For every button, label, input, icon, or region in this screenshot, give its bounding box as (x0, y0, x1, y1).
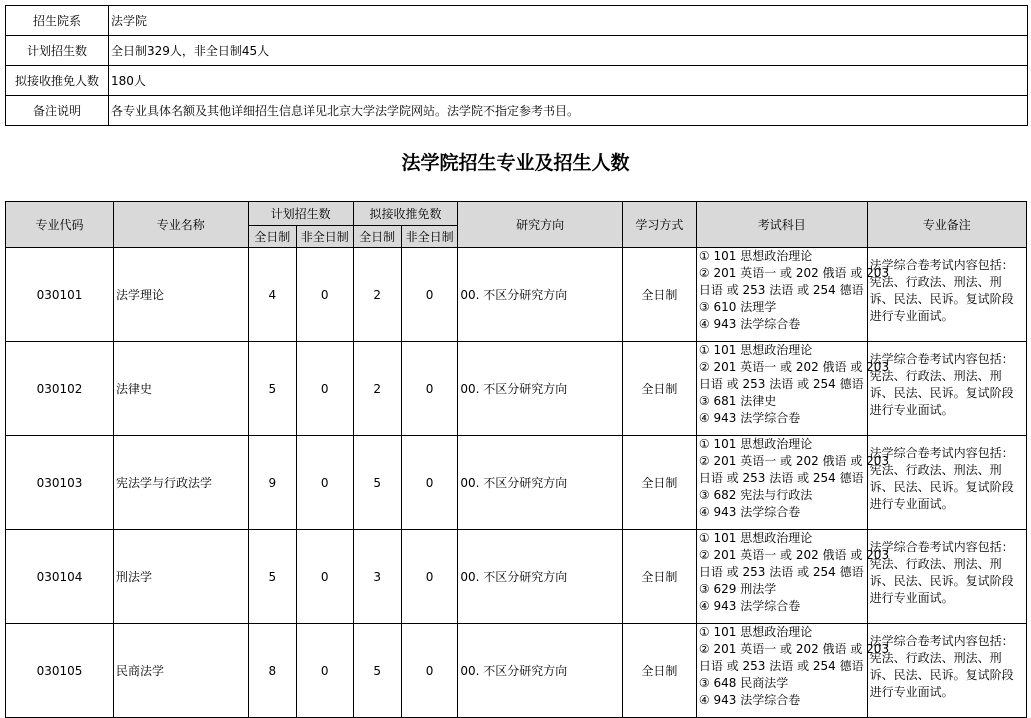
exam-line: ④ 943 法学综合卷 (698, 317, 801, 331)
major-code: 030104 (6, 530, 114, 624)
header-exam: 考试科目 (696, 202, 867, 248)
exam-line: 日语 或 253 法语 或 254 德语 (698, 471, 864, 485)
major-code: 030101 (6, 248, 114, 342)
major-name: 宪法学与行政法学 (113, 436, 248, 530)
header-note: 专业备注 (867, 202, 1026, 248)
table-row (6, 436, 1027, 530)
exam-line: ③ 681 法律史 (698, 394, 777, 408)
major-name: 民商法学 (113, 624, 248, 718)
exam-subjects (696, 342, 890, 436)
exam-subjects (696, 436, 890, 530)
info-row-department (6, 6, 1028, 36)
info-value: 全日制329人，非全日制45人 (109, 36, 1028, 66)
exam-line: 日语 或 253 法语 或 254 德语 (698, 283, 864, 297)
research-direction: 00. 不区分研究方向 (458, 436, 623, 530)
exam-line: ② 201 英语一 或 202 俄语 或 203 (698, 548, 890, 562)
exam-line: ② 201 英语一 或 202 俄语 或 203 (698, 266, 890, 280)
major-code: 030105 (6, 624, 114, 718)
exam-line: 日语 或 253 法语 或 254 德语 (698, 659, 864, 673)
exam-line: ③ 629 刑法学 (698, 582, 777, 596)
study-mode: 全日制 (622, 248, 696, 342)
header-code: 专业代码 (6, 202, 114, 248)
majors-table (5, 201, 1027, 718)
research-direction: 00. 不区分研究方向 (458, 342, 623, 436)
major-note: 法学综合卷考试内容包括：宪法、行政法、刑法、刑诉、民法、民诉。复试阶段进行专业面试。 (867, 436, 1026, 530)
plan-part-time: 0 (296, 624, 353, 718)
table-row (6, 530, 1027, 624)
table-row (6, 248, 1027, 342)
exam-line: 日语 或 253 法语 或 254 德语 (698, 565, 864, 579)
exam-line: ③ 648 民商法学 (698, 676, 789, 690)
recommend-part-time: 0 (401, 342, 458, 436)
exam-line: ② 201 英语一 或 202 俄语 或 203 (698, 642, 890, 656)
recommend-full-time: 5 (353, 436, 401, 530)
exam-line: ① 101 思想政治理论 (698, 625, 813, 639)
major-note: 法学综合卷考试内容包括：宪法、行政法、刑法、刑诉、民法、民诉。复试阶段进行专业面试。 (867, 530, 1026, 624)
table-row (6, 624, 1027, 718)
exam-line: ④ 943 法学综合卷 (698, 505, 801, 519)
exam-line: ① 101 思想政治理论 (698, 249, 813, 263)
info-row-remarks (6, 96, 1028, 126)
admission-info-table (5, 5, 1028, 126)
exam-line: ② 201 英语一 或 202 俄语 或 203 (698, 454, 890, 468)
exam-subjects (696, 248, 890, 342)
header-name: 专业名称 (113, 202, 248, 248)
info-key: 计划招生数 (6, 36, 109, 66)
header-recommend: 拟接收推免数 (353, 202, 458, 226)
study-mode: 全日制 (622, 436, 696, 530)
section-title: 法学院招生专业及招生人数 (401, 152, 630, 174)
exam-line: ① 101 思想政治理论 (698, 343, 813, 357)
recommend-part-time: 0 (401, 624, 458, 718)
study-mode: 全日制 (622, 624, 696, 718)
research-direction: 00. 不区分研究方向 (458, 530, 623, 624)
research-direction: 00. 不区分研究方向 (458, 624, 623, 718)
recommend-part-time: 0 (401, 530, 458, 624)
plan-part-time: 0 (296, 436, 353, 530)
recommend-full-time: 5 (353, 624, 401, 718)
exam-subjects (696, 530, 890, 624)
study-mode: 全日制 (622, 530, 696, 624)
header-plan: 计划招生数 (248, 202, 353, 226)
exam-line: ④ 943 法学综合卷 (698, 411, 801, 425)
info-key: 备注说明 (6, 96, 109, 126)
info-value: 法学院 (109, 6, 1028, 36)
header-mode: 学习方式 (622, 202, 696, 248)
research-direction: 00. 不区分研究方向 (458, 248, 623, 342)
major-note: 法学综合卷考试内容包括：宪法、行政法、刑法、刑诉、民法、民诉。复试阶段进行专业面试。 (867, 248, 1026, 342)
exam-line: ① 101 思想政治理论 (698, 437, 813, 451)
exam-line: 日语 或 253 法语 或 254 德语 (698, 377, 864, 391)
recommend-full-time: 2 (353, 248, 401, 342)
plan-part-time: 0 (296, 342, 353, 436)
info-value: 180人 (109, 66, 1028, 96)
major-note: 法学综合卷考试内容包括：宪法、行政法、刑法、刑诉、民法、民诉。复试阶段进行专业面试。 (867, 624, 1026, 718)
plan-full-time: 4 (248, 248, 296, 342)
plan-part-time: 0 (296, 248, 353, 342)
header-plan-full-time: 全日制 (248, 226, 296, 248)
plan-part-time: 0 (296, 530, 353, 624)
info-key: 招生院系 (6, 6, 109, 36)
info-row-planned-enrollment (6, 36, 1028, 66)
table-row (6, 342, 1027, 436)
exam-line: ② 201 英语一 或 202 俄语 或 203 (698, 360, 890, 374)
plan-full-time: 9 (248, 436, 296, 530)
major-code: 030103 (6, 436, 114, 530)
exam-subjects (696, 624, 890, 718)
major-name: 法律史 (113, 342, 248, 436)
plan-full-time: 5 (248, 342, 296, 436)
recommend-full-time: 3 (353, 530, 401, 624)
header-plan-part-time: 非全日制 (296, 226, 353, 248)
header-direction: 研究方向 (458, 202, 623, 248)
header-recommend-full-time: 全日制 (353, 226, 401, 248)
major-code: 030102 (6, 342, 114, 436)
exam-line: ④ 943 法学综合卷 (698, 599, 801, 613)
info-row-recommended (6, 66, 1028, 96)
exam-line: ③ 682 宪法与行政法 (698, 488, 813, 502)
header-recommend-part-time: 非全日制 (401, 226, 458, 248)
recommend-part-time: 0 (401, 248, 458, 342)
info-value: 各专业具体名额及其他详细招生信息详见北京大学法学院网站。法学院不指定参考书目。 (109, 96, 1028, 126)
major-note: 法学综合卷考试内容包括：宪法、行政法、刑法、刑诉、民法、民诉。复试阶段进行专业面试。 (867, 342, 1026, 436)
study-mode: 全日制 (622, 342, 696, 436)
major-name: 法学理论 (113, 248, 248, 342)
info-key: 拟接收推免人数 (6, 66, 109, 96)
recommend-part-time: 0 (401, 436, 458, 530)
recommend-full-time: 2 (353, 342, 401, 436)
major-name: 刑法学 (113, 530, 248, 624)
plan-full-time: 5 (248, 530, 296, 624)
exam-line: ③ 610 法理学 (698, 300, 777, 314)
plan-full-time: 8 (248, 624, 296, 718)
exam-line: ① 101 思想政治理论 (698, 531, 813, 545)
exam-line: ④ 943 法学综合卷 (698, 693, 801, 707)
